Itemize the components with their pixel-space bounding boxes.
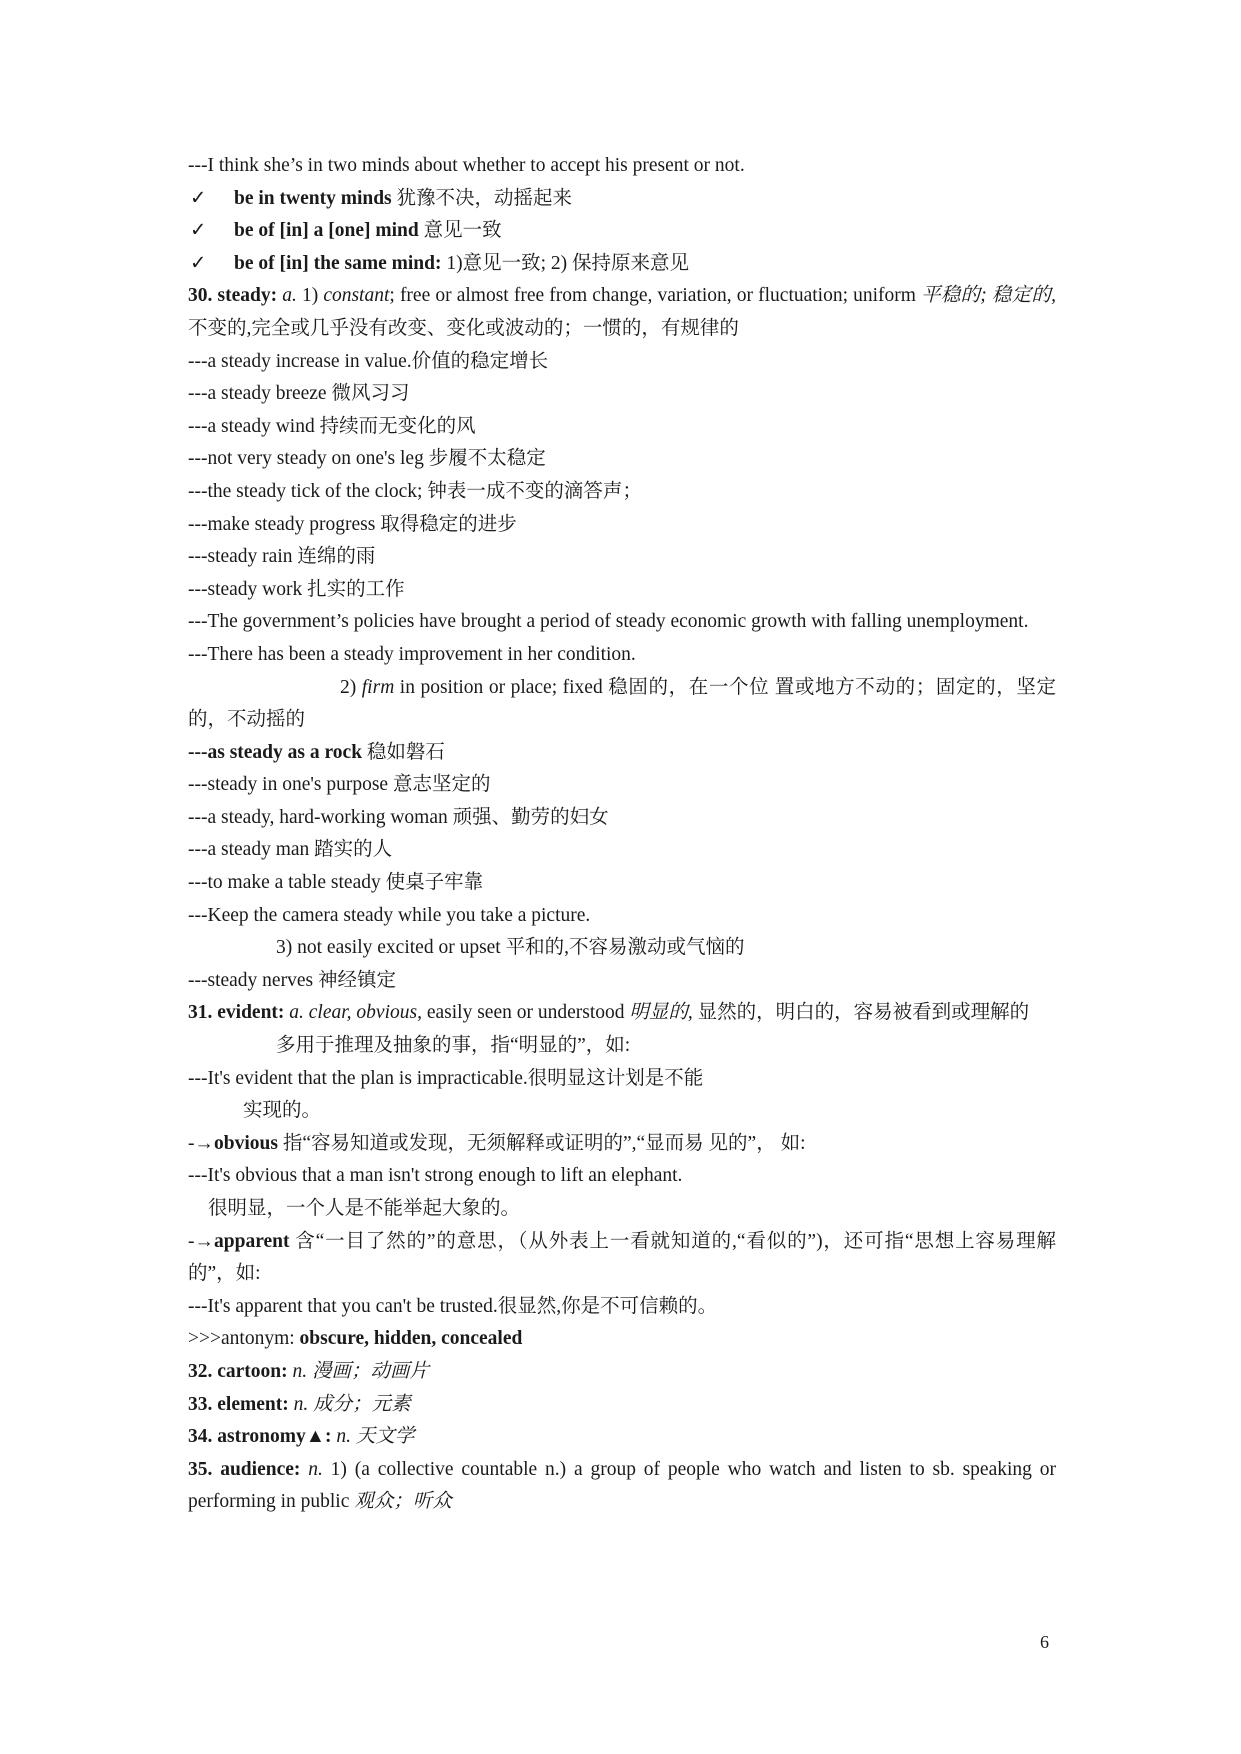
synonym-apparent bbox=[188, 1226, 1056, 1291]
example-line: ---There has been a steady improvement in her condition. bbox=[188, 643, 636, 665]
antonym-line bbox=[188, 1323, 1056, 1356]
sense-firm bbox=[188, 672, 1056, 737]
example-line: ---It's evident that the plan is impracticable.很明显这计划是不能 bbox=[188, 1067, 704, 1089]
sense-number: 2) bbox=[340, 676, 362, 698]
checkmark-icon: ✓ bbox=[190, 220, 207, 242]
example-line: ---a steady wind 持续而无变化的风 bbox=[188, 415, 476, 437]
idiom-term: be of [in] the same mind: bbox=[234, 252, 442, 274]
entry-evident bbox=[188, 997, 1056, 1030]
antonym-label: >>>antonym: bbox=[188, 1328, 300, 1350]
synonym-note: 含“一目了然的”的意思，（从外表上一看就知道的,“看似的”)，还可指“思想上容易理解的”，如: bbox=[188, 1230, 1056, 1285]
example-line: ---steady nerves 神经镇定 bbox=[188, 969, 396, 991]
checkmark-icon: ✓ bbox=[190, 252, 207, 274]
entry-steady bbox=[188, 280, 1056, 345]
example-line: ---not very steady on one's leg 步履不太稳定 bbox=[188, 448, 546, 470]
example-line: ---the steady tick of the clock; 钟表一成不变的滴答声； bbox=[188, 480, 642, 502]
example-line bbox=[188, 737, 1056, 770]
definition-text: ; free or almost free from change, variation, or fluctuation; uniform bbox=[389, 285, 922, 307]
entry-element bbox=[188, 1389, 1056, 1422]
phrase-bold: as steady as a rock bbox=[207, 741, 363, 763]
sense-calm: 3) not easily excited or upset 平和的,不容易激动或气恼的 bbox=[276, 937, 745, 959]
example-line: ---a steady man 踏实的人 bbox=[188, 839, 393, 861]
example-line: ---I think she’s in two minds about whether to accept his present or not. bbox=[188, 155, 745, 176]
chinese-gloss: 观众；听众 bbox=[354, 1491, 452, 1513]
idiom-term: be in twenty minds bbox=[234, 187, 392, 209]
chinese-gloss: 明显的, bbox=[629, 1002, 693, 1024]
definition-text: easily seen or understood bbox=[421, 1002, 630, 1024]
idiom-item bbox=[188, 215, 1056, 248]
entry-headword: 35. audience: bbox=[188, 1458, 301, 1480]
idiom-item bbox=[188, 248, 1056, 281]
entry-headword: 34. astronomy▲: bbox=[188, 1426, 332, 1448]
example-translation: 很明显，一个人是不能举起大象的。 bbox=[208, 1198, 521, 1219]
synonym-note: 指“容易知道或发现，无须解释或证明的”,“显而易 见的”， 如: bbox=[277, 1132, 806, 1154]
chinese-gloss: 平稳的; 稳定的, bbox=[921, 285, 1057, 307]
arrow-icon: → bbox=[194, 1230, 214, 1252]
part-of-speech: n. bbox=[287, 1360, 308, 1382]
page-number: 6 bbox=[1040, 1632, 1049, 1652]
dash-prefix: - bbox=[188, 1132, 195, 1154]
synonym-term: obvious bbox=[214, 1132, 278, 1154]
idiom-definition: 1)意见一致; 2) 保持原来意见 bbox=[441, 252, 689, 274]
example-line: ---steady work 扎实的工作 bbox=[188, 578, 405, 600]
chinese-definition: 显然的，明白的，容易被看到或理解的 bbox=[692, 1002, 1030, 1024]
chinese-gloss: 成分；元素 bbox=[308, 1393, 411, 1415]
example-line: ---steady rain 连绵的雨 bbox=[188, 546, 376, 568]
idiom-term: be of [in] a [one] mind bbox=[234, 220, 419, 242]
entry-headword: 30. steady: bbox=[188, 285, 278, 307]
antonym-terms: obscure, hidden, concealed bbox=[299, 1328, 523, 1350]
example-line: ---make steady progress 取得稳定的进步 bbox=[188, 513, 517, 535]
chinese-gloss: 天文学 bbox=[351, 1426, 415, 1448]
idiom-definition: 意见一致 bbox=[418, 220, 502, 242]
arrow-icon: → bbox=[194, 1132, 214, 1154]
example-line: ---It's obvious that a man isn't strong enough to lift an elephant. bbox=[188, 1165, 683, 1187]
example-line: ---The government’s policies have brought a period of steady economic growth with falling unemployment. bbox=[188, 611, 1029, 633]
sense-number: 1) bbox=[296, 285, 324, 307]
part-of-speech: a. clear, obvious, bbox=[284, 1002, 422, 1024]
example-line: ---a steady breeze 微风习习 bbox=[188, 383, 410, 405]
phrase-gloss: 稳如磐石 bbox=[362, 741, 445, 763]
entry-astronomy bbox=[188, 1421, 1056, 1454]
entry-headword: 33. element: bbox=[188, 1393, 289, 1415]
synonym-term: apparent bbox=[214, 1230, 290, 1252]
dash-prefix: - bbox=[188, 1230, 195, 1252]
definition-text: in position or place; fixed 稳固的，在一个位 置或地方不动的；固定的，坚定的，不动摇的 bbox=[188, 676, 1057, 731]
example-line: ---steady in one's purpose 意志坚定的 bbox=[188, 774, 491, 796]
usage-note: 多用于推理及抽象的事，指“明显的”，如: bbox=[276, 1035, 631, 1057]
idiom-item bbox=[188, 183, 1056, 216]
definition-text: 1) (a collective countable n.) a group of people who watch and listen to sb. speaking or performing in public bbox=[188, 1458, 1056, 1513]
example-translation: 实现的。 bbox=[243, 1100, 322, 1122]
example-line: ---a steady increase in value.价值的稳定增长 bbox=[188, 350, 549, 372]
chinese-definition: 不变的,完全或几乎没有改变、变化或波动的；一惯的，有规律的 bbox=[188, 317, 739, 339]
synonym-obvious bbox=[188, 1128, 1056, 1161]
keyword: constant bbox=[323, 285, 390, 307]
part-of-speech: n. bbox=[300, 1458, 323, 1480]
page-content bbox=[188, 150, 1056, 1519]
example-line: ---a steady, hard-working woman 顽强、勤劳的妇女 bbox=[188, 806, 609, 828]
part-of-speech: n. bbox=[288, 1393, 309, 1415]
checkmark-icon: ✓ bbox=[190, 187, 207, 209]
entry-audience bbox=[188, 1454, 1056, 1519]
entry-headword: 32. cartoon: bbox=[188, 1360, 288, 1382]
part-of-speech: n. bbox=[331, 1426, 352, 1448]
part-of-speech: a. bbox=[277, 285, 297, 307]
example-line: ---It's apparent that you can't be trusted.很显然,你是不可信赖的。 bbox=[188, 1295, 718, 1317]
entry-headword: 31. evident: bbox=[188, 1002, 285, 1024]
entry-cartoon bbox=[188, 1356, 1056, 1389]
example-line: ---to make a table steady 使桌子牢靠 bbox=[188, 872, 484, 894]
keyword: firm bbox=[361, 676, 395, 698]
dash-prefix: --- bbox=[188, 741, 208, 763]
chinese-gloss: 漫画；动画片 bbox=[307, 1360, 430, 1382]
example-line: ---Keep the camera steady while you take a picture. bbox=[188, 904, 591, 926]
idiom-definition: 犹豫不决，动摇起来 bbox=[391, 187, 573, 209]
